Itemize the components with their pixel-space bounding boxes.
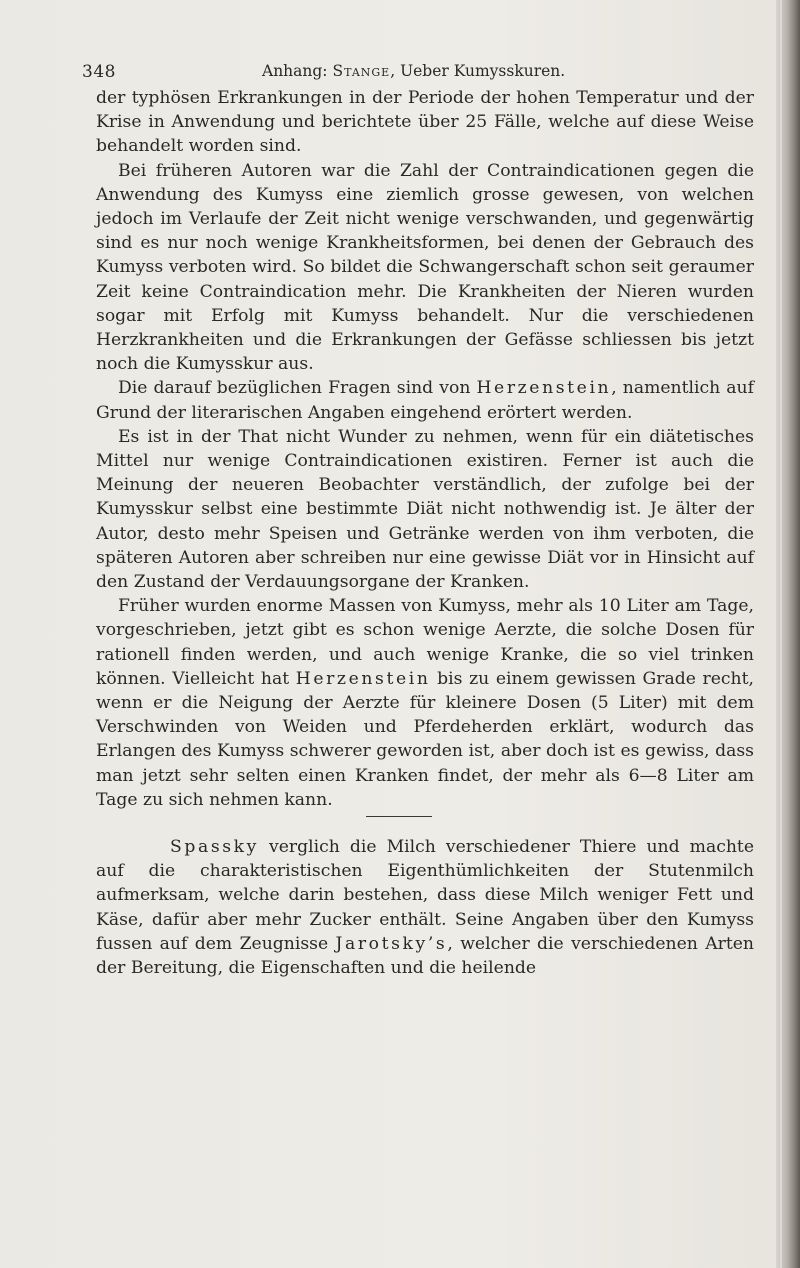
running-head [262, 62, 565, 80]
section-1-text [96, 86, 754, 812]
author-name-herzenstein-2: Herzenstein [295, 668, 431, 689]
page-binding-edge [776, 0, 800, 1268]
paragraph-2: Bei früheren Autoren war die Zahl der Contraindicationen gegen die Anwendung des Kumyss eine ziemlich grosse gewesen, von welchen jedoch im Verlaufe der Zeit nicht wenige verschwanden, und gegenwärtig sind es nur noch wenige Krankheitsformen, bei denen der Gebrauch des Kumyss verboten wird. So bildet die Schwangerschaft schon seit geraumer Zeit keine Contraindication mehr. Die Krankheiten der Nieren wurden sogar mit Erfolg mit Kumyss behandelt. Nur die verschiedenen Herzkrankheiten und die Erkrankungen der Gefässe schliessen bis jetzt noch die Kumysskur aus. [96, 160, 754, 375]
running-head-title: , Ueber Kumysskuren. [390, 62, 566, 80]
paragraph-6-text-a: verglich die Milch verschiedener Thiere und machte auf die charakteristischen Eigenthümlichkeiten der Stutenmilch aufmerksam, welche darin bestehen, dass diese Milch weniger Fett und Käse, dafür aber mehr Zucker enthält. Seine Angaben über den Kumyss fussen auf dem Zeugnisse [96, 837, 754, 954]
section-2-text [96, 835, 754, 980]
paragraph-3 [96, 376, 754, 424]
paragraph-5 [96, 594, 754, 812]
paragraph-5-text-a: Früher wurden enorme Massen von Kumyss, mehr als 10 Liter am Tage, vorgeschrieben, jetzt gibt es schon wenige Aerzte, die solche Dosen für rationell finden werden, und auch wenige Kranke, die so viel trinken können. Vielleicht hat [96, 596, 754, 689]
running-head-prefix: Anhang: [262, 62, 333, 80]
paragraph-3-text-a: Die darauf bezüglichen Fragen sind von [118, 378, 477, 399]
author-name-spassky: Spassky [170, 837, 259, 857]
paragraph-6-text-b: , welcher die verschiedenen Arten der Bereitung, die Eigenschaften und die heilende [96, 933, 754, 979]
author-name-herzenstein: Herzenstein [476, 378, 612, 399]
paragraph-3-text-b: , namentlich auf Grund der literarischen Angaben eingehend erörtert werden. [96, 378, 754, 423]
running-head-author: Stange [332, 62, 391, 80]
page-number: 348 [82, 62, 116, 82]
page-header [0, 0, 800, 100]
paragraph-6 [96, 835, 754, 980]
paragraph-5-text-b: bis zu einem gewissen Grade recht, wenn er die Neigung der Aerzte für kleinere Dosen (5 Liter) mit dem Verschwinden von Weiden und Pferdeherden erklärt, wodurch das Erlangen des Kumyss schwerer geworden ist, aber doch ist es gewiss, dass man jetzt sehr selten einen Kranken findet, der mehr als 6—8 Liter am Tage zu sich nehmen kann. [96, 668, 754, 810]
author-name-jarotsky: Jarotsky’s [335, 933, 448, 954]
paragraph-1: der typhösen Erkrankungen in der Periode der hohen Temperatur und der Krise in Anwendung und berichtete über 25 Fälle, welche auf diese Weise behandelt worden sind. [96, 88, 754, 157]
paragraph-4: Es ist in der That nicht Wunder zu nehmen, wenn für ein diätetisches Mittel nur wenige Contraindicationen existiren. Ferner ist auch die Meinung der neueren Beobachter verständlich, der zufolge bei der Kumysskur selbst eine bestimmte Diät nicht nothwendig ist. Je älter der Autor, desto mehr Speisen und Getränke werden von ihm verboten, die späteren Autoren aber schreiben nur eine gewisse Diät vor in Hinsicht auf den Zustand der Verdauungsorgane der Kranken. [96, 426, 754, 593]
section-divider [366, 816, 432, 817]
